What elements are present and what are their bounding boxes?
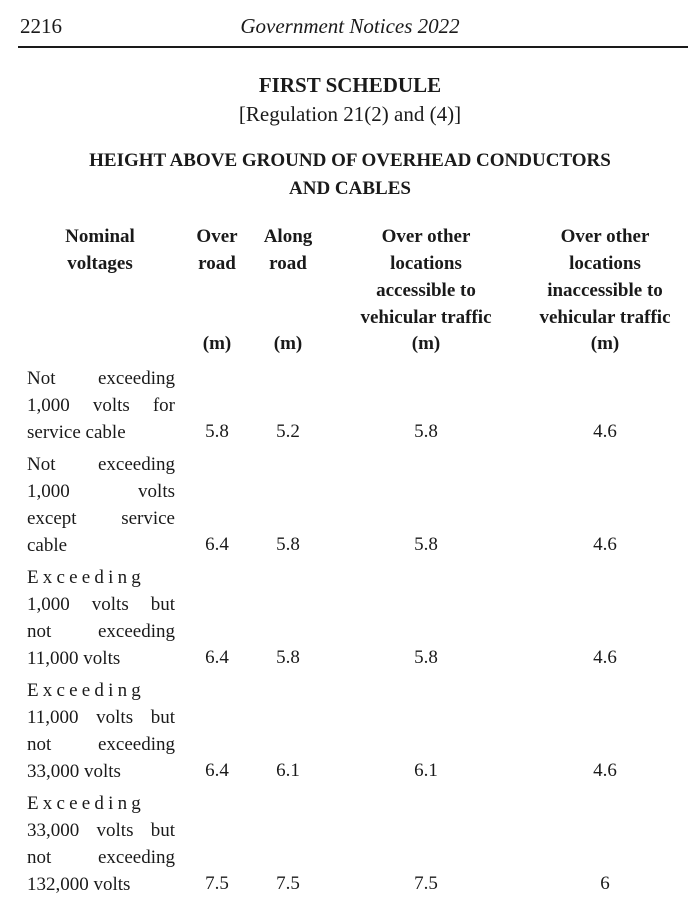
cell-accessible: 6.1	[414, 760, 438, 781]
cell-over-road: 7.5	[205, 873, 229, 894]
column-header-over-road	[188, 223, 246, 277]
row-label-line: not exceeding	[27, 621, 175, 642]
page-header	[0, 0, 700, 48]
row-label	[27, 677, 175, 785]
column-header-accessible	[340, 223, 512, 331]
row-label-line: 132,000 volts	[27, 874, 131, 895]
column-header-inaccessible	[522, 223, 688, 331]
row-label-line: 11,000 volts but	[27, 707, 175, 728]
table-heading-line-1: HEIGHT ABOVE GROUND OF OVERHEAD CONDUCTORS	[89, 150, 611, 171]
table-heading-line-2: AND CABLES	[289, 178, 411, 199]
column-header-line: voltages	[67, 253, 133, 274]
row-label	[27, 451, 175, 559]
column-header-line: Over	[196, 226, 238, 247]
table-heading	[10, 147, 690, 203]
row-label-line: 33,000 volts	[27, 761, 121, 782]
column-header-line: Along	[263, 226, 313, 247]
column-header-line: road	[269, 253, 307, 274]
cell-along-road: 7.5	[276, 873, 300, 894]
cell-over-road: 6.4	[205, 534, 229, 555]
column-header-line: inaccessible to	[547, 280, 663, 301]
schedule-title: FIRST SCHEDULE	[258, 73, 442, 97]
row-label-line: service cable	[27, 422, 126, 443]
row-label-line: Exceeding	[27, 567, 145, 588]
cell-inaccessible: 6	[600, 873, 610, 894]
cell-over-road: 5.8	[205, 421, 229, 442]
row-label-line: 1,000 volts but	[27, 594, 175, 615]
cell-over-road: 6.4	[205, 647, 229, 668]
cell-inaccessible: 4.6	[593, 647, 617, 668]
cell-along-road: 5.2	[276, 421, 300, 442]
column-header-line: Nominal	[65, 226, 135, 247]
row-label	[27, 365, 175, 446]
row-label-line: Exceeding	[27, 680, 145, 701]
column-header-line: road	[198, 253, 236, 274]
cell-along-road: 5.8	[276, 534, 300, 555]
row-label-line: Not exceeding	[27, 454, 175, 475]
column-header-line: Over other	[381, 226, 471, 247]
column-header-along-road	[254, 223, 322, 277]
column-header-line: locations	[390, 253, 462, 274]
column-header-line: vehicular traffic	[360, 307, 492, 328]
row-label-line: 11,000 volts	[27, 648, 121, 669]
page-number: 2216	[20, 14, 62, 38]
unit-along-road: (m)	[273, 333, 303, 354]
row-label-line: 1,000 volts for	[27, 395, 175, 416]
row-label-line: Exceeding	[27, 793, 145, 814]
cell-along-road: 5.8	[276, 647, 300, 668]
column-header-line: vehicular traffic	[539, 307, 671, 328]
row-label-line: Not exceeding	[27, 368, 175, 389]
row-label-line: except service	[27, 508, 175, 529]
row-label-line: not exceeding	[27, 734, 175, 755]
cell-accessible: 7.5	[414, 873, 438, 894]
cell-accessible: 5.8	[414, 421, 438, 442]
cell-inaccessible: 4.6	[593, 421, 617, 442]
schedule-regulation: [Regulation 21(2) and (4)]	[238, 102, 462, 126]
cell-accessible: 5.8	[414, 534, 438, 555]
cell-inaccessible: 4.6	[593, 534, 617, 555]
unit-accessible: (m)	[411, 333, 441, 354]
row-label	[27, 564, 175, 672]
column-header-line: accessible to	[376, 280, 476, 301]
row-label-line: not exceeding	[27, 847, 175, 868]
row-label	[27, 790, 175, 898]
cell-along-road: 6.1	[276, 760, 300, 781]
cell-inaccessible: 4.6	[593, 760, 617, 781]
unit-inaccessible: (m)	[590, 333, 620, 354]
running-title: Government Notices 2022	[240, 14, 460, 38]
row-label-line: 33,000 volts but	[27, 820, 175, 841]
unit-over-road: (m)	[202, 333, 232, 354]
column-header-line: Over other	[560, 226, 650, 247]
cell-accessible: 5.8	[414, 647, 438, 668]
column-header-line: locations	[569, 253, 641, 274]
column-header-nominal-voltages	[50, 223, 150, 277]
header-rule	[18, 46, 688, 48]
row-label-line: cable	[27, 535, 68, 556]
cell-over-road: 6.4	[205, 760, 229, 781]
row-label-line: 1,000 volts	[27, 481, 175, 502]
